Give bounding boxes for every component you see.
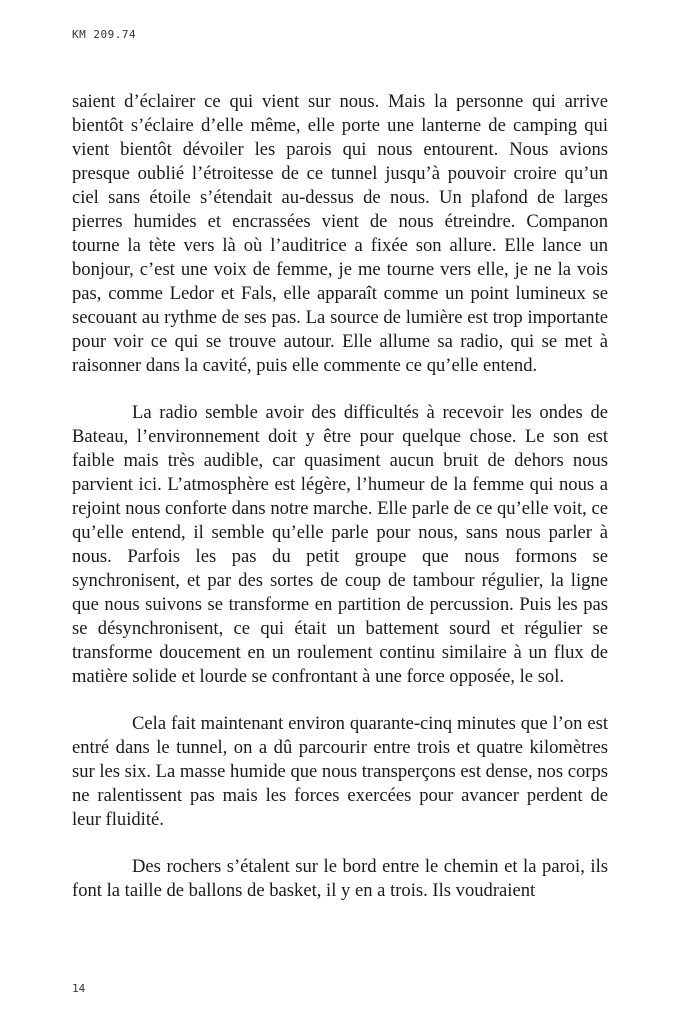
running-head: KM 209.74: [72, 28, 137, 41]
paragraph-2: La radio semble avoir des difficultés à recevoir les ondes de Bateau, l’environnement doit y être pour quelque chose. Le son est faible mais très audible, car quasiment aucun bruit de dehors nous parvient ici. L’atmosphère est légère, l’humeur de la femme qui nous a rejoint nous conforte dans notre marche. Elle parle de ce qu’elle voit, ce qu’elle entend, il semble qu’elle parle pour nous, sans nous parler à nous. Parfois les pas du petit groupe que nous formons se synchronisent, et par des sortes de coup de tambour régulier, la ligne que nous suivons se transforme en partition de percussion. Puis les pas se désynchronisent, ce qui était un battement sourd et régulier se transforme doucement en un roulement continu similaire à un flux de matière solide et lourde se confrontant à une force opposée, le sol.: [72, 402, 608, 687]
paragraph-3: Cela fait maintenant environ quarante-cinq minutes que l’on est entré dans le tunnel, on a dû parcourir entre trois et quatre kilomètres sur les six. La masse humide que nous transperçons est dense, nos corps ne ralentissent pas mais les forces exercées pour avancer perdent de leur fluidité.: [72, 713, 609, 830]
body-text: [72, 90, 608, 903]
paragraph-4: Des rochers s’étalent sur le bord entre le chemin et la paroi, ils font la taille de ballons de basket, il y en a trois. Ils voudraient: [72, 856, 608, 901]
page-number: 14: [72, 982, 86, 995]
paragraph-1: saient d’éclairer ce qui vient sur nous. Mais la personne qui arrive bientôt s’éclaire d’elle même, elle porte une lanterne de camping qui vient bientôt dévoiler les parois qui nous entourent. Nous avions presque oublié l’étroitesse de ce tunnel jusqu’à pouvoir croire qu’un ciel sans étoile s’étendait au-dessus de nous. Un plafond de larges pierres humides et encrassées vient de nous étreindre. Companon tourne la tète vers là où l’auditrice a fixée son allure. Elle lance un bonjour, c’est une voix de femme, je me tourne vers elle, je ne la vois pas, comme Ledor et Fals, elle apparaît comme un point lumineux se secouant au rythme de ses pas. La source de lumière est trop importante pour voir ce qui se trouve autour. Elle allume sa radio, qui se met à raisonner dans la cavité, puis elle commente ce qu’elle entend.: [72, 91, 608, 376]
